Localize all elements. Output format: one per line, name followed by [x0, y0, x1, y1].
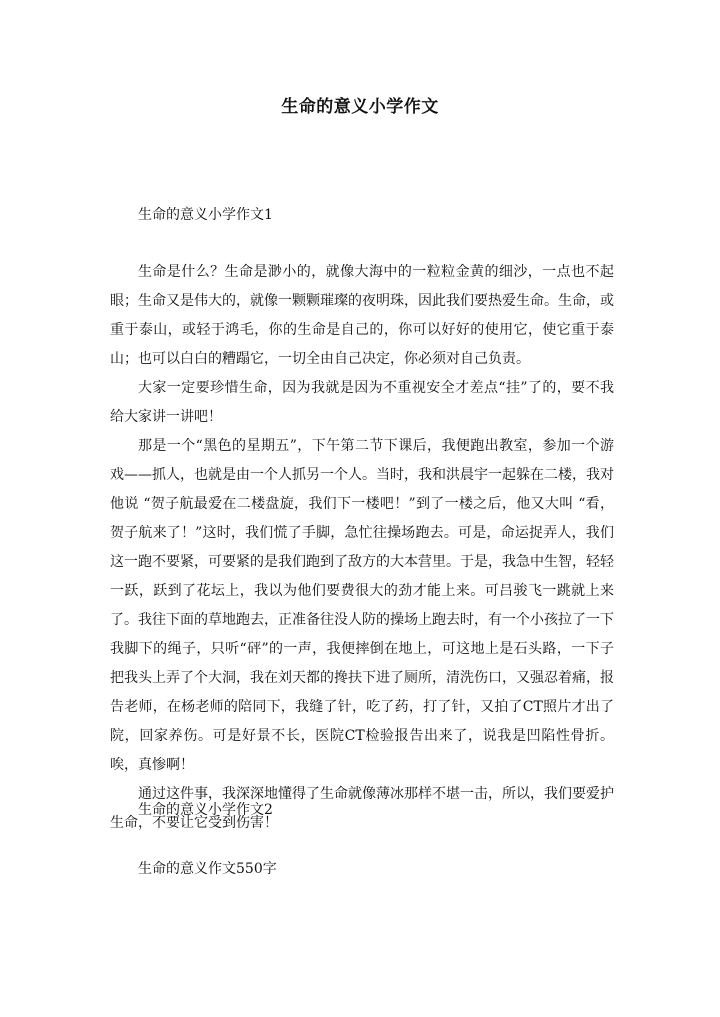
paragraph-4: 通过这件事，我深深地懂得了生命就像薄冰那样不堪一击，所以，我们要爱护生命，不要让它受到伤害！	[110, 786, 614, 831]
section-2-heading: 生命的意义小学作文2	[138, 802, 273, 818]
section-1-body	[110, 258, 614, 838]
paragraph-3: 那是一个“黑色的星期五”，下午第二节下课后，我便跑出教室，参加一个游戏——抓人，也就是由一个人抓另一个人。当时，我和洪晨宇一起躲在二楼，我对他说 “贺子航最爱在二楼盘旋，我们下一楼吧！”到了一楼之后，他又大叫 “看，贺子航来了！”这时，我们慌了手脚，急忙往操场跑去。可是，命运捉弄人，我们这一跑不要紧，可要紧的是我们跑到了敌方的大本营里。于是，我急中生智，轻轻一跃，跃到了花坛上，我以为他们要费很大的劲才能上来。可吕骏飞一跳就上来了。我往下面的草地跑去，正准备往没人防的操场上跑去时，有一个小孩拉了一下我脚下的绳子，只听“砰”的一声，我便摔倒在地上，可这地上是石头路，一下子把我头上弄了个大洞，我在刘天都的搀扶下进了厕所，清洗伤口，又强忍着痛，报告老师，在杨老师的陪同下，我缝了针，吃了药，打了针，又拍了CT照片才出了院，回家养伤。可是好景不长，医院CT检验报告出来了，说我是凹陷性骨折。唉，真惨啊！	[110, 438, 614, 773]
document-title: 生命的意义小学作文	[281, 97, 439, 117]
section-1-heading: 生命的意义小学作文1	[138, 207, 273, 223]
paragraph-2: 大家一定要珍惜生命，因为我就是因为不重视安全才差点“挂”了的，要不我给大家讲一讲吧！	[110, 380, 614, 425]
paragraph-1: 生命是什么？生命是渺小的，就像大海中的一粒粒金黄的细沙，一点也不起眼；生命又是伟大的，就像一颗颗璀璨的夜明珠，因此我们要热爱生命。生命，或重于泰山，或轻于鸿毛，你的生命是自己的，你可以好好的使用它，使它重于泰山；也可以白白的糟蹋它，一切全由自己决定，你必须对自己负责。	[110, 264, 614, 367]
section-2-subheading: 生命的意义作文550字	[138, 861, 277, 877]
